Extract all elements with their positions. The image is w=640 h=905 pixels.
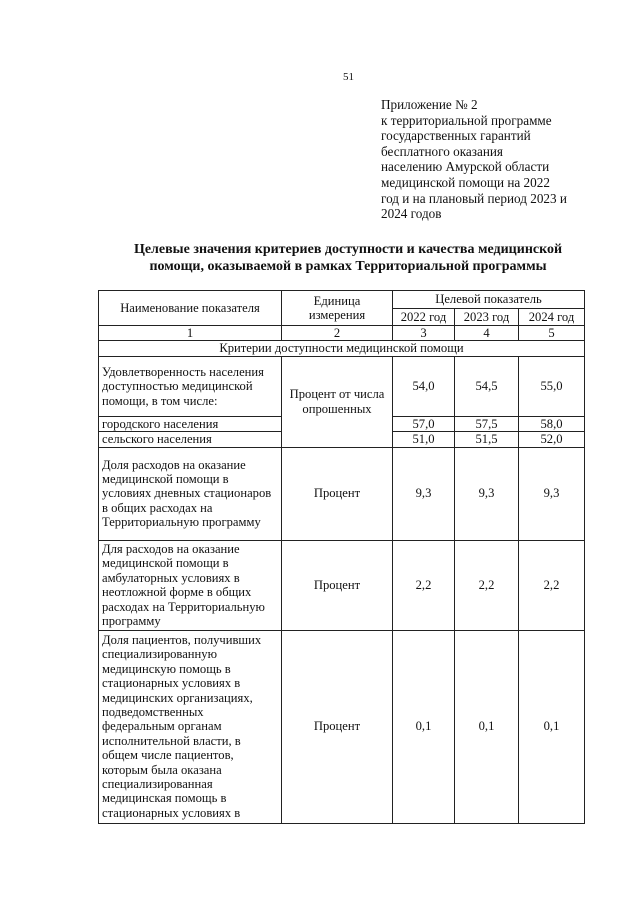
value-2023: 9,3 (455, 447, 519, 540)
value-2023: 54,5 (455, 356, 519, 416)
appendix-line: населению Амурской области (381, 159, 550, 175)
column-number: 5 (519, 326, 585, 341)
value-2024: 9,3 (519, 447, 585, 540)
column-number: 1 (99, 326, 282, 341)
value-2024: 58,0 (519, 416, 585, 431)
appendix-block (381, 97, 621, 222)
row-name: сельского населения (99, 432, 282, 447)
header-year-2023: 2023 год (455, 309, 519, 326)
row-unit: Процент (282, 540, 393, 630)
header-year-2024: 2024 год (519, 309, 585, 326)
title-line-2: помощи, оказываемой в рамках Территориальной программы (149, 259, 547, 274)
value-2022: 51,0 (393, 432, 455, 447)
header-year-2022: 2022 год (393, 309, 455, 326)
row-name: городского населения (99, 416, 282, 431)
value-2024: 2,2 (519, 540, 585, 630)
document-title (100, 241, 596, 275)
appendix-line: Приложение № 2 (381, 97, 478, 112)
appendix-line: бесплатного оказания (381, 143, 504, 159)
value-2023: 57,5 (455, 416, 519, 431)
appendix-line: год и на плановый период 2023 и (381, 190, 567, 206)
value-2024: 52,0 (519, 432, 585, 447)
title-line-1: Целевые значения критериев доступности и качества медицинской (133, 242, 563, 257)
value-2024: 0,1 (519, 630, 585, 823)
value-2022: 2,2 (393, 540, 455, 630)
value-2022: 0,1 (393, 630, 455, 823)
value-2022: 9,3 (393, 447, 455, 540)
header-target: Целевой показатель (393, 291, 585, 309)
column-number: 2 (282, 326, 393, 341)
appendix-line: 2024 годов (381, 206, 442, 222)
appendix-line: государственных гарантий (381, 128, 531, 144)
column-number: 3 (393, 326, 455, 341)
row-name: Доля расходов на оказание медицинской помощи в условиях дневных стационаров в общих расходах на Территориальную программу (99, 447, 282, 540)
value-2023: 0,1 (455, 630, 519, 823)
page-number: 51 (343, 71, 354, 83)
value-2022: 57,0 (393, 416, 455, 431)
value-2024: 55,0 (519, 356, 585, 416)
row-unit: Процент (282, 447, 393, 540)
appendix-line: к территориальной программе (381, 112, 552, 128)
row-unit: Процент (282, 630, 393, 823)
row-name: Для расходов на оказание медицинской помощи в амбулаторных условиях в неотложной форме в общих расходах на Территориальную программу (99, 540, 282, 630)
criteria-table (98, 290, 585, 824)
value-2022: 54,0 (393, 356, 455, 416)
value-2023: 2,2 (455, 540, 519, 630)
column-number: 4 (455, 326, 519, 341)
row-name: Доля пациентов, получивших специализированную медицинскую помощь в стационарных условиях в медицинских организациях, подведомственных федеральным органам исполнительной власти, в общем числе пациентов, которым была оказана специализированная медицинская помощь в стационарных условиях в (99, 630, 282, 823)
row-name: Удовлетворенность населения доступностью медицинской помощи, в том числе: (99, 356, 282, 416)
value-2023: 51,5 (455, 432, 519, 447)
header-unit: Единица измерения (282, 291, 393, 326)
appendix-line: медицинской помощи на 2022 (381, 174, 550, 190)
header-name: Наименование показателя (99, 291, 282, 326)
section-header: Критерии доступности медицинской помощи (99, 341, 585, 356)
row-unit: Процент от числа опрошенных (282, 356, 393, 447)
